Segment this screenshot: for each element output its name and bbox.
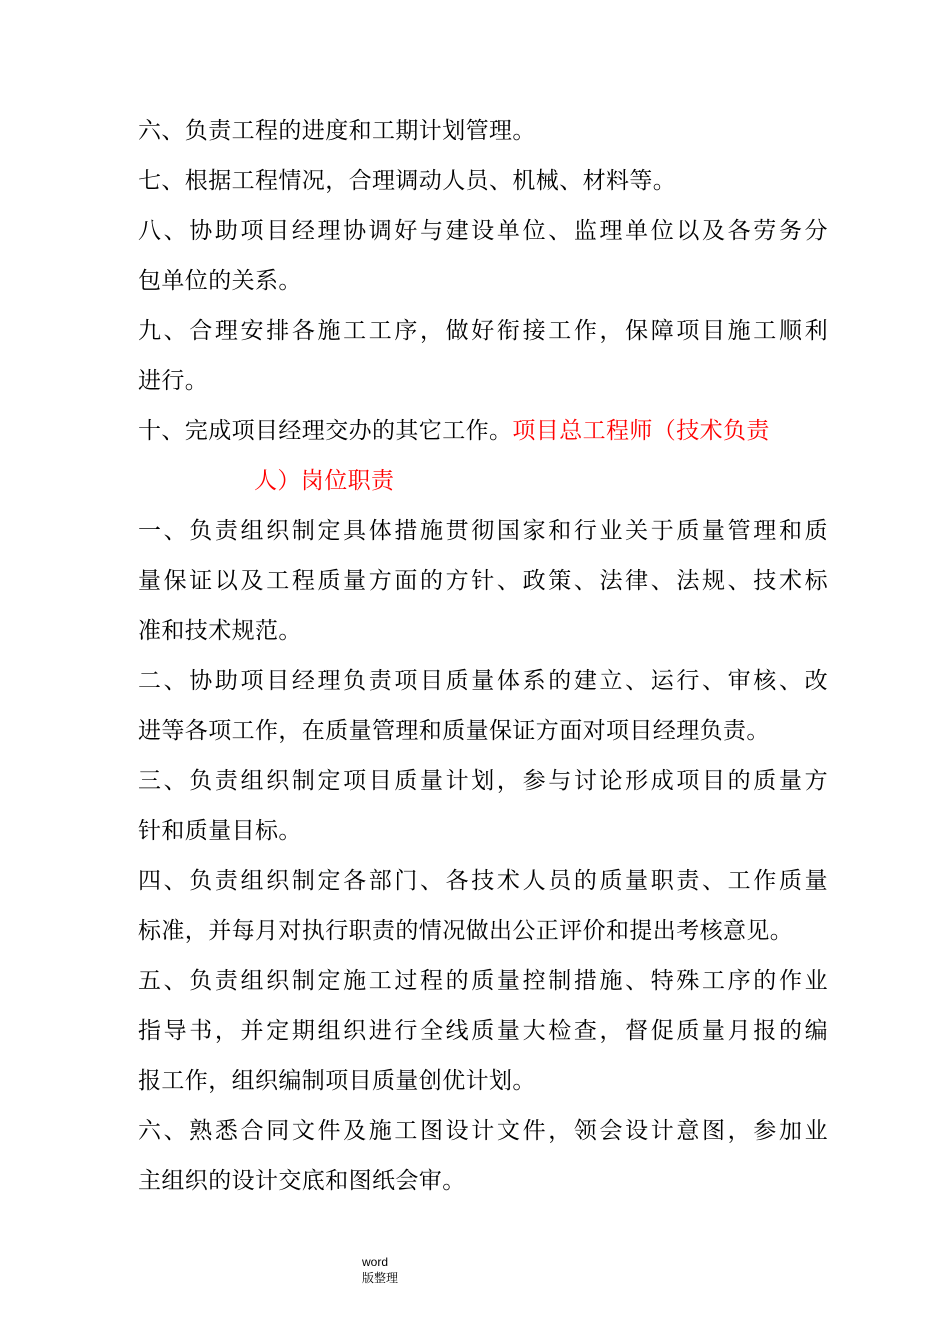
paragraph-line: [138, 106, 828, 156]
line-text: 二、协助项目经理负责项目质量体系的建立、运行、审核、改: [138, 668, 828, 694]
line-text: 六、负责工程的进度和工期计划管理。: [138, 118, 536, 144]
paragraph-line: [138, 456, 828, 506]
line-text: 包单位的关系。: [138, 268, 302, 294]
section-heading: 项目总工程师（技术负责: [512, 418, 770, 444]
line-text: 十、完成项目经理交办的其它工作。: [138, 418, 513, 444]
footer-line-2: 版整理: [362, 1271, 399, 1285]
line-text: 三、负责组织制定项目质量计划，参与讨论形成项目的质量方: [138, 768, 828, 794]
line-text: 指导书，并定期组织进行全线质量大检查，督促质量月报的编: [138, 1018, 828, 1044]
line-text: 八、协助项目经理协调好与建设单位、监理单位以及各劳务分: [138, 218, 828, 244]
line-text: 进行。: [138, 368, 209, 394]
paragraph-line: [138, 656, 828, 706]
line-text: 一、负责组织制定具体措施贯彻国家和行业关于质量管理和质: [138, 518, 828, 544]
paragraph-line: [138, 806, 828, 856]
footer-line-1: word: [362, 1255, 389, 1269]
paragraph-line: [138, 1106, 828, 1156]
paragraph-line: [138, 906, 828, 956]
paragraph-line: [138, 1156, 828, 1206]
line-text: 六、熟悉合同文件及施工图设计文件，领会设计意图，参加业: [138, 1118, 828, 1144]
paragraph-line: [138, 306, 828, 356]
line-text: 量保证以及工程质量方面的方针、政策、法律、法规、技术标: [138, 568, 828, 594]
paragraph-line: [138, 156, 828, 206]
line-text: 四、负责组织制定各部门、各技术人员的质量职责、工作质量: [138, 868, 828, 894]
paragraph-line: [138, 706, 828, 756]
paragraph-line: [138, 206, 828, 256]
line-text: 准和技术规范。: [138, 618, 302, 644]
line-text: 主组织的设计交底和图纸会审。: [138, 1168, 466, 1194]
paragraph-line: [138, 1006, 828, 1056]
paragraph-line: [138, 356, 828, 406]
paragraph-line: [138, 606, 828, 656]
paragraph-line: [138, 556, 828, 606]
paragraph-line: [138, 1056, 828, 1106]
line-text: 七、根据工程情况，合理调动人员、机械、材料等。: [138, 168, 677, 194]
section-heading: 人）岗位职责: [254, 468, 395, 494]
paragraph-line: [138, 256, 828, 306]
line-text: 报工作，组织编制项目质量创优计划。: [138, 1068, 536, 1094]
line-text: 九、合理安排各施工工序，做好衔接工作，保障项目施工顺利: [138, 318, 828, 344]
line-text: 五、负责组织制定施工过程的质量控制措施、特殊工序的作业: [138, 968, 828, 994]
document-body: [138, 106, 828, 1206]
line-text: 进等各项工作，在质量管理和质量保证方面对项目经理负责。: [138, 718, 770, 744]
line-text: 标准，并每月对执行职责的情况做出公正评价和提出考核意见。: [138, 918, 794, 944]
paragraph-line: [138, 756, 828, 806]
paragraph-line: [138, 856, 828, 906]
page-footer: [362, 1254, 398, 1286]
paragraph-line: [138, 956, 828, 1006]
line-text: 针和质量目标。: [138, 818, 302, 844]
paragraph-line: [138, 506, 828, 556]
paragraph-line: [138, 406, 828, 456]
